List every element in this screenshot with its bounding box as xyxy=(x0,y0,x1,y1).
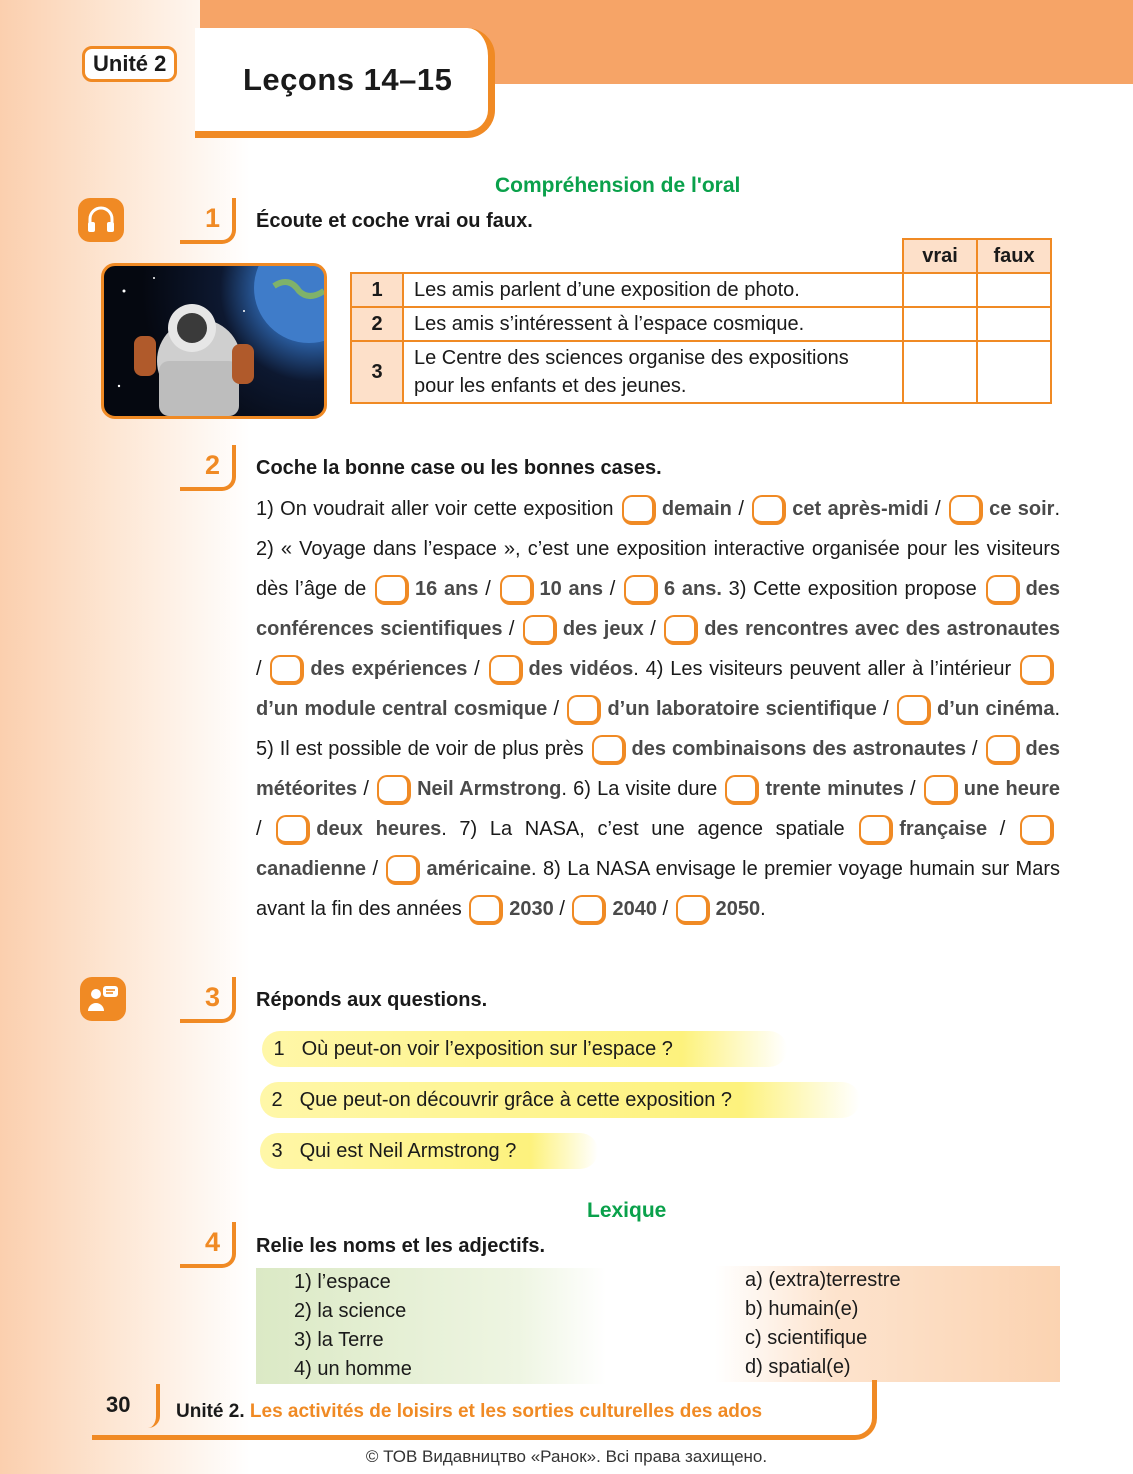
option-label: française xyxy=(899,818,988,840)
option-label: 16 ans xyxy=(414,578,479,600)
option-label: ce soir xyxy=(989,498,1055,520)
checkbox[interactable] xyxy=(725,775,759,805)
adjectives-list xyxy=(715,1266,1060,1382)
col-header-false: faux xyxy=(977,239,1051,273)
checkbox[interactable] xyxy=(986,575,1020,605)
question-text: Qui est Neil Armstrong ? xyxy=(299,1140,517,1162)
true-cell[interactable] xyxy=(903,341,977,403)
exercise-3-number: 3 xyxy=(180,977,236,1023)
checkbox[interactable] xyxy=(567,695,601,725)
list-item[interactable]: d) spatial(e) xyxy=(715,1353,1060,1382)
exercise-4-instruction: Relie les noms et les adjectifs. xyxy=(256,1235,546,1257)
question-row[interactable] xyxy=(260,1082,860,1118)
sentence-text: 3) Cette exposition propose xyxy=(728,578,977,600)
checkbox[interactable] xyxy=(270,655,304,685)
separator: / xyxy=(256,658,262,680)
separator: / xyxy=(559,898,565,920)
list-item[interactable]: a) (extra)terrestre xyxy=(715,1266,1060,1295)
checkbox[interactable] xyxy=(592,735,626,765)
separator: / xyxy=(474,658,480,680)
copyright: © ТОВ Видавництво «Ранок». Всі права захищено. xyxy=(365,1447,768,1466)
false-cell[interactable] xyxy=(977,307,1051,341)
list-item[interactable]: 3) la Terre xyxy=(256,1326,606,1355)
astronaut-photo xyxy=(101,263,327,419)
separator: / xyxy=(999,818,1006,840)
checkbox[interactable] xyxy=(523,615,557,645)
row-statement: Le Centre des sciences organise des expositions pour les enfants et des jeunes. xyxy=(403,341,903,403)
row-number: 3 xyxy=(351,341,403,403)
list-item[interactable]: c) scientifique xyxy=(715,1324,1060,1353)
checkbox[interactable] xyxy=(624,575,658,605)
option-label: deux heures xyxy=(316,818,442,840)
separator: / xyxy=(609,578,616,600)
option-label: 6 ans. xyxy=(664,578,722,600)
option-label: 2050 xyxy=(715,898,761,920)
table-row xyxy=(351,273,1051,307)
checkbox[interactable] xyxy=(469,895,503,925)
sentence-text: . 7) La NASA, c’est une agence spatiale xyxy=(441,818,845,840)
row-number: 1 xyxy=(351,273,403,307)
checkbox[interactable] xyxy=(1020,815,1054,845)
true-cell[interactable] xyxy=(903,307,977,341)
separator: / xyxy=(910,778,916,800)
checkbox[interactable] xyxy=(664,615,698,645)
checkbox[interactable] xyxy=(375,575,409,605)
question-row[interactable] xyxy=(260,1133,598,1169)
question-number: 1 xyxy=(273,1038,285,1060)
exercise-1-number: 1 xyxy=(180,198,236,244)
separator: / xyxy=(553,698,560,720)
checkbox[interactable] xyxy=(859,815,893,845)
row-statement: Les amis parlent d’une exposition de photo. xyxy=(403,273,903,307)
checkbox[interactable] xyxy=(276,815,310,845)
option-label: 2040 xyxy=(612,898,657,920)
option-label: des conférences scientifiques xyxy=(256,578,1061,640)
option-label: demain xyxy=(661,498,732,520)
checkbox[interactable] xyxy=(986,735,1020,765)
col-header-true: vrai xyxy=(903,239,977,273)
exercise-2-number: 2 xyxy=(180,445,236,491)
checkbox[interactable] xyxy=(752,495,786,525)
option-label: des météorites xyxy=(256,738,1061,800)
sentence-text: 1) On voudrait aller voir cette exposition xyxy=(256,498,614,520)
page-number: 30 xyxy=(106,1392,131,1417)
option-label: des vidéos xyxy=(528,658,634,680)
checkbox[interactable] xyxy=(1020,655,1054,685)
sentence-end: . xyxy=(760,898,766,920)
exercise-2-instruction: Coche la bonne case ou les bonnes cases. xyxy=(256,457,662,479)
option-label: des rencontres avec des astronautes xyxy=(704,618,1061,640)
headphones-icon xyxy=(78,198,124,242)
checkbox[interactable] xyxy=(924,775,958,805)
checkbox[interactable] xyxy=(377,775,411,805)
checkbox[interactable] xyxy=(572,895,606,925)
checkbox[interactable] xyxy=(949,495,983,525)
table-row xyxy=(351,341,1051,403)
sentence-text: . 4) Les visiteurs peuvent aller à l’intérieur xyxy=(633,658,1012,680)
table-corner xyxy=(351,239,903,273)
option-label: 2030 xyxy=(509,898,554,920)
question-number: 2 xyxy=(271,1089,283,1111)
checkbox[interactable] xyxy=(500,575,534,605)
row-number: 2 xyxy=(351,307,403,341)
footer-separator xyxy=(140,1384,160,1428)
footer-title xyxy=(176,1401,762,1423)
question-number: 3 xyxy=(271,1140,283,1162)
row-statement: Les amis s’intéressent à l’espace cosmique. xyxy=(403,307,903,341)
option-label: canadienne xyxy=(256,858,367,880)
footer-unit: Unité 2. xyxy=(176,1401,245,1422)
section-title-lexique: Lexique xyxy=(587,1199,667,1222)
checkbox[interactable] xyxy=(622,495,656,525)
exercise-1-instruction: Écoute et coche vrai ou faux. xyxy=(256,210,533,232)
section-title-oral: Compréhension de l'oral xyxy=(495,174,741,197)
separator: / xyxy=(508,618,515,640)
option-label: cet après-midi xyxy=(792,498,929,520)
question-row[interactable] xyxy=(262,1031,787,1067)
option-label: des combinaisons des astronautes xyxy=(631,738,967,760)
footer-unit-title: Les activités de loisirs et les sorties culturelles des ados xyxy=(249,1401,763,1422)
table-row xyxy=(351,307,1051,341)
option-label: des expériences xyxy=(310,658,468,680)
speech-bubble-icon xyxy=(80,977,126,1021)
option-label: des jeux xyxy=(562,618,644,640)
list-item[interactable]: 1) l’espace xyxy=(256,1268,606,1297)
checkbox[interactable] xyxy=(489,655,523,685)
option-label: d’un laboratoire scientifique xyxy=(607,698,877,720)
sentence-text: . 5) Il est possible de voir de plus près xyxy=(256,698,1061,760)
exercise-4-number: 4 xyxy=(180,1222,236,1268)
list-item[interactable]: 2) la science xyxy=(256,1297,606,1326)
unit-badge: Unité 2 xyxy=(82,46,177,82)
exercise-2-text xyxy=(256,489,1060,929)
checkbox[interactable] xyxy=(386,855,420,885)
option-label: d’un cinéma xyxy=(937,698,1055,720)
list-item[interactable]: 4) un homme xyxy=(256,1355,606,1384)
true-false-table xyxy=(350,238,1052,404)
question-text: Que peut-on découvrir grâce à cette exposition ? xyxy=(299,1089,733,1111)
option-label: d’un module central cosmique xyxy=(256,698,548,720)
option-label: trente minutes xyxy=(765,778,904,800)
false-cell[interactable] xyxy=(977,273,1051,307)
true-cell[interactable] xyxy=(903,273,977,307)
false-cell[interactable] xyxy=(977,341,1051,403)
checkbox[interactable] xyxy=(676,895,710,925)
separator: / xyxy=(972,738,978,760)
exercise-3-instruction: Réponds aux questions. xyxy=(256,989,488,1011)
separator: / xyxy=(485,578,491,600)
sentence-text: . 2) « Voyage dans l’espace », c’est une exposition interactive organisée pour les visiteurs dès l’âge de xyxy=(256,498,1060,600)
nouns-list xyxy=(256,1268,606,1384)
separator: / xyxy=(662,898,669,920)
option-label: une heure xyxy=(963,778,1060,800)
separator: / xyxy=(363,778,369,800)
option-label: américaine xyxy=(426,858,531,880)
separator: / xyxy=(256,818,262,840)
option-label: Neil Armstrong xyxy=(417,778,562,800)
separator: / xyxy=(738,498,744,520)
separator: / xyxy=(372,858,379,880)
separator: / xyxy=(650,618,656,640)
separator: / xyxy=(935,498,941,520)
sentence-text: . 8) La NASA envisage le premier voyage humain sur Mars avant la fin des années xyxy=(256,858,1060,920)
list-item[interactable]: b) humain(e) xyxy=(715,1295,1060,1324)
checkbox[interactable] xyxy=(897,695,931,725)
option-label: 10 ans xyxy=(539,578,603,600)
page-title: Leçons 14–15 xyxy=(243,62,453,97)
sentence-text: . 6) La visite dure xyxy=(561,778,718,800)
question-text: Où peut-on voir l’exposition sur l’espace ? xyxy=(301,1038,673,1060)
separator: / xyxy=(883,698,889,720)
